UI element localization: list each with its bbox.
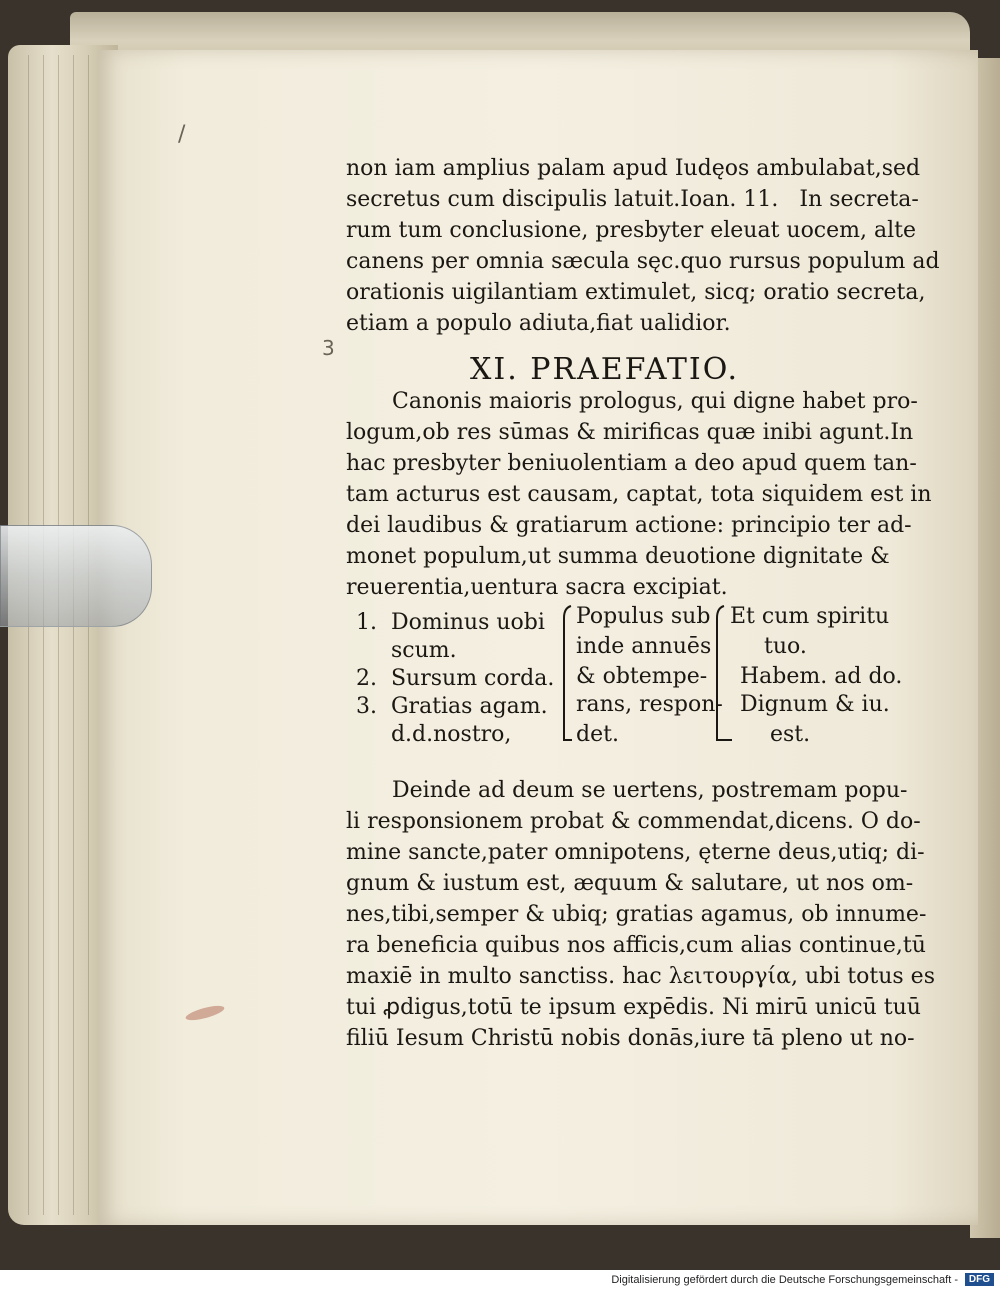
preface-line: Canonis maioris prologus, qui digne habet pro-	[392, 389, 918, 414]
preface-line: monet populum,ut summa deuotione dignitate &	[346, 544, 890, 569]
closing-line: mine sancte,pater omnipotens, ęterne deus,utiq; di-	[346, 840, 925, 865]
dialogue-col1-line: scum.	[356, 638, 457, 663]
dialogue-col1-line: 3. Gratias agam.	[356, 694, 548, 719]
preface-line: reuerentia,uentura sacra excipiat.	[346, 575, 728, 600]
dialogue-col2-line: inde annuēs	[576, 634, 712, 659]
body-line: canens per omnia sæcula sęc.quo rursus populum ad	[346, 249, 940, 274]
dialogue-col3-line: Dignum & iu.	[740, 692, 890, 717]
closing-line: gnum & iustum est, æquum & salutare, ut nos om-	[346, 871, 914, 896]
dialogue-col1-line: 2. Sursum corda.	[356, 666, 555, 691]
closing-line: nes,tibi,semper & ubiq; gratias agamus, ob innume-	[346, 902, 927, 927]
dialogue-col3-line: Et cum spiritu	[730, 604, 890, 629]
body-line: etiam a populo adiuta,fiat ualidior.	[346, 311, 731, 336]
closing-line: maxiē in multo sanctiss. hac λειτουργία, ubi totus es	[346, 964, 935, 989]
dialogue-col1-line: d.d.nostro,	[356, 722, 512, 747]
closing-line: li responsionem probat & commendat,dicens. O do-	[346, 809, 921, 834]
dialogue-col2-line: Populus sub	[576, 604, 711, 629]
footer-credit: Digitalisierung gefördert durch die Deutsche Forschungsgemeinschaft -	[611, 1274, 958, 1286]
dialogue-col2-line: & obtempe-	[576, 664, 708, 689]
dialogue-col3-line: Habem. ad do.	[740, 664, 903, 689]
dialogue-col2-line: det.	[576, 722, 619, 747]
footer-bar	[0, 1270, 1000, 1292]
body-line: rum tum conclusione, presbyter eleuat uocem, alte	[346, 218, 917, 243]
margin-mark-slash: /	[178, 122, 186, 147]
preface-line: tam acturus est causam, captat, tota siquidem est in	[346, 482, 932, 507]
closing-line: tui ꝓdigus,totū te ipsum expēdis. Ni mirū unicū tuū	[346, 995, 921, 1020]
dialogue-col3-line: tuo.	[764, 634, 807, 659]
preface-line: dei laudibus & gratiarum actione: principio ter ad-	[346, 513, 912, 538]
body-line: orationis uigilantiam extimulet, sicq; oratio secreta,	[346, 280, 926, 305]
section-heading: XI. PRAEFATIO.	[470, 352, 740, 387]
margin-mark-three: 3	[322, 336, 335, 360]
closing-line: Deinde ad deum se uertens, postremam popu-	[392, 778, 908, 803]
body-line: secretus cum discipulis latuit.Ioan. 11. In secreta-	[346, 187, 919, 212]
dialogue-col2-line: rans, respon-	[576, 692, 723, 717]
closing-line: ra beneficia quibus nos afficis,cum alias continue,tū	[346, 933, 926, 958]
dialogue-col3-line: est.	[770, 722, 811, 747]
dialogue-col1-line: 1. Dominus uobi	[356, 610, 545, 635]
dfg-logo: DFG	[965, 1273, 994, 1286]
closing-line: filiū Iesum Christū nobis donās,iure tā pleno ut no-	[346, 1026, 915, 1051]
preface-line: logum,ob res sūmas & mirificas quæ inibi agunt.In	[346, 420, 914, 445]
body-line: non iam amplius palam apud Iudęos ambulabat,sed	[346, 156, 921, 181]
preface-line: hac presbyter beniuolentiam a deo apud quem tan-	[346, 451, 917, 476]
